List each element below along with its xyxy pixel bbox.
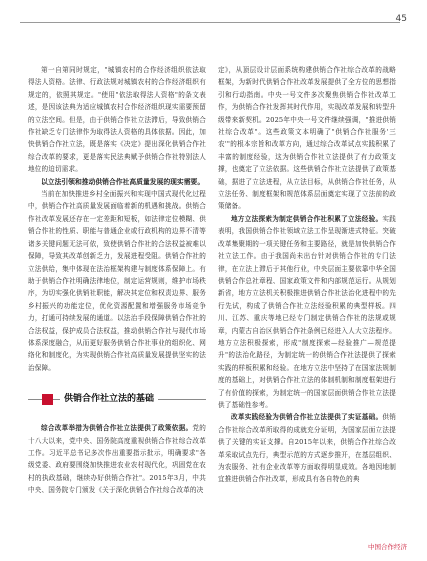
section-title: 供销合作社立法的基础 [60,391,158,407]
page-header [0,0,427,40]
paragraph [28,422,206,496]
page-number: 45 [395,14,407,24]
right-column [218,64,396,486]
left-column [28,64,206,497]
paragraph-lead: 综合改革举措为供销合作社立法提供了政策依据。 [41,424,193,433]
paragraph [218,213,396,412]
section-heading [28,384,206,414]
paragraph-lead: 改革实践经验为供销合作社立法提供了实证基础。 [231,413,383,422]
header-rule [20,22,400,23]
subheading: 以立法引领和推动供销合作社高质量发展的现实需要。 [41,177,205,186]
paragraph: 当前在加快推进乡村全面振兴和实现中国式现代化过程中，供销合作社高质量发展面临着新的机遇和挑战。供销合作社改革发展还存在一定差距和短板，如法律定位模糊、供销合作社的性质、职能与普通企业或行政机构的边界不清等诸多关键问题无法可依，致使供销合作社的合法权益被难以保障，导致其改革创新乏力，发展进程受阻。供销合作社的立法供给，集中体现在法治框架构建与制度体系保障上。有助于供销合作社明确法律地位，制定运营规则，维护市场秩序，为切实强化供销社职能，解决其定位和权责边界、服务乡村振兴的功能定位，优化资源配置和增强服务市场竞争力，打通可持续发展的通道。以法治手段保障供销合作社的合法权益，保护成员合法权益，推动供销合作社与现代市场体系深度融合，从而更好服务供销合作社事业的组织化、网络化和制度化，为实现供销合作社高质量发展提供坚实的法治保障。 [28,190,206,372]
paragraph: 第一自第同时规定，"城镇农村的合作经济组织依法取得法人资格。法律、行政法规对城镇农村的合作经济组织有规定的，依照其规定。"使用"依法取得法人资格"的条文表述，是因该法典为适应城镇农村合作经济组织现实需要预留的立法空间。但是，由于供销合作社立法滞后，导致供销合作社缺乏专门法律作为取得法人资格的具体依据。因此，加快供销合作社立法，既是落实《决定》提出深化供销合作社综合改革的要求，更是落实民法典赋予供销合作社特别法人地位的迫切需求。 [28,66,206,174]
paragraph [218,411,396,485]
paragraph-body: 实践表明，我国供销合作社领域立法工作呈现渐进式特征。突破改革集聚期的一项关键任务和主要路径，就是加快供销合作社立法工作。由于我国尚未出台针对供销合作社的专门法律，在立法上滞后于其他行业，中央层面主要依靠中华全国供销合作总社章程、国家政策文件和内部规范运行。从规划新省，地方立法机关积极推进供销合作社法治化进程中的先行先试，构成了供销合作社立法经验积累的典型样板。四川、江苏、重庆等地已经专门制定供销合作社的法规或规章，内蒙古自治区供销合作社条例已经进入人大立法程序。地方立法积极探索，形成"制度探索—经验推广—规范提升"的法治化路径，为制定统一的供销合作社法提供了探索实践的样板积累和经验。在地方立法中坚持了在国家法规制度的基础上，对供销合作社立法的体制机制和制度框架进行了有价值的探索，为制定统一的国家层面供销合作社立法提供了基础性参考。 [218,214,396,409]
paragraph-lead: 地方立法探索为制定供销合作社积累了立法经验。 [231,214,383,223]
paragraph: 定》，从顶层设计层面系统构建供销合作社综合改革的战略框架，为新时代供销合作社改革发展提供了全方位的思想指引和行动指南。中央一号文件多次聚焦供销合作社改革工作，为供销合作社发挥其时代作用，实现改革发展和转型升级带来新契机。2025年中央一号文件继续强调，"推进供销社综合改革"。这些政策文本明确了"供销合作社服务'三农'"的根本宗旨和改革方向，通过综合改革试点实践积累了丰富的制度经验，这为供销合作社立法提供了有力政策支撑，也奠定了立法依据。这些供销合作社立法提供了政策基础，据进了立法进程，从立法目标，从供销合作社任务，从立法任务、制度框架和规范体系层面奠定实现了立法前的政策储备。 [218,66,396,211]
footer-brand: 中国合作经济 [368,543,407,551]
paragraph-body: 党的十八大以来，党中央、国务院高度重视供销合作社综合改革工作。习近平总书记多次作出重要指示批示，明确要求"各级党委、政府要围绕加快推进农业农村现代化，巩固党在农村的执政基础，继续办好供销合作社"。2015年3月，中共中央、国务院专门颁发《关于深化供销合作社综合改革的决 [28,424,206,495]
paragraph-body: 供销合作社综合改革所取得的成就充分证明，为国家层面立法提供了关键的实证支撑。自2015年以来，供销合作社综合改革采取试点先行，典型示范的方式逐步推开，在基层组织、为农服务、社有企业改革等方面取得明显成效。各地因地制宜推进供销合作社改革，形成具有各自特色的典 [218,413,396,484]
section-marker-icon [42,394,53,405]
